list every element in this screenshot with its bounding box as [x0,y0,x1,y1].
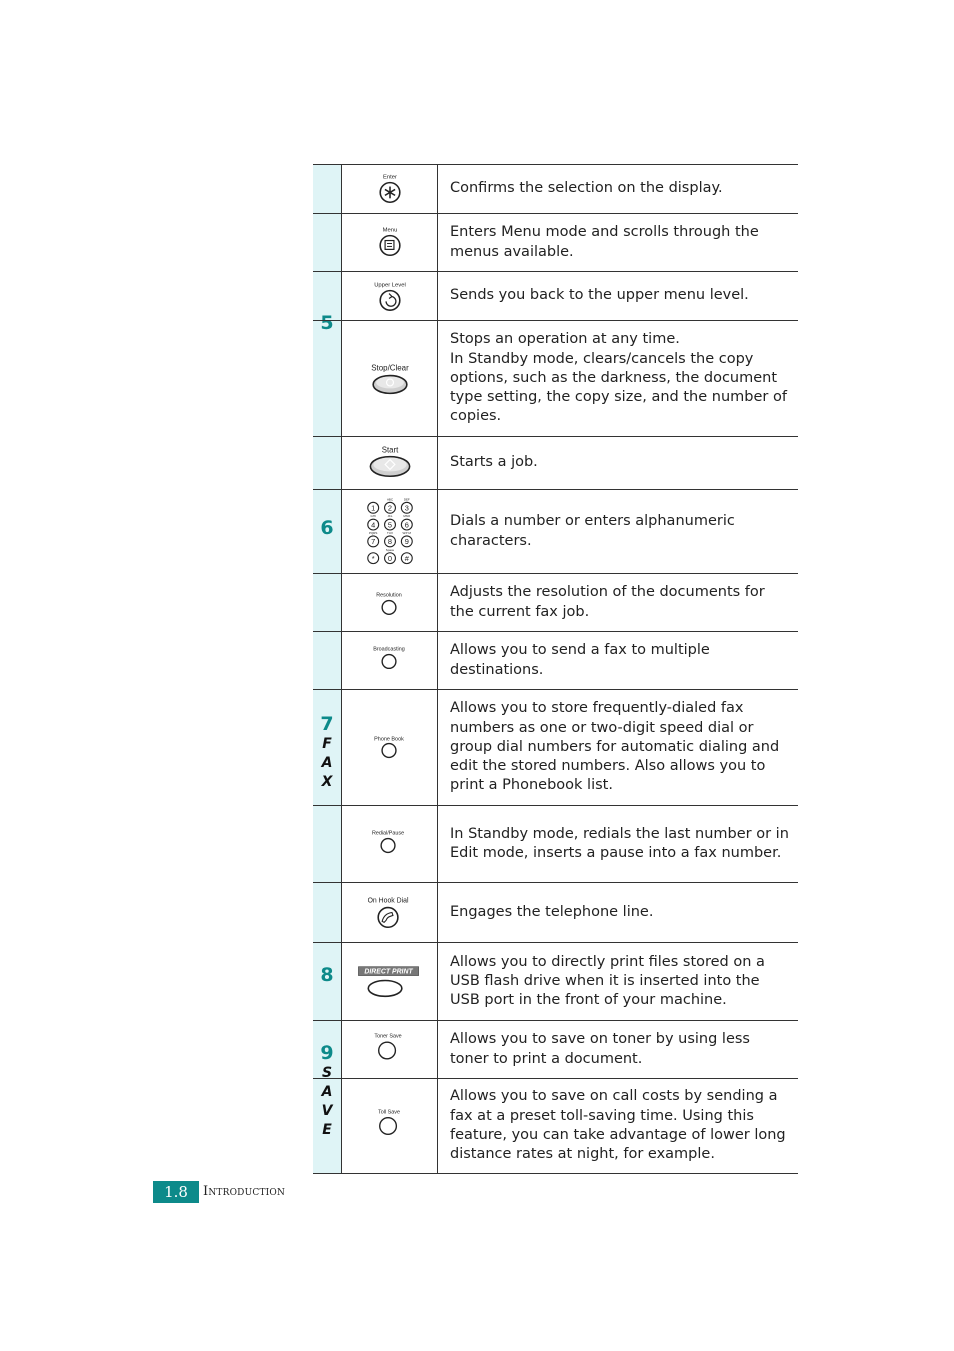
table-row [313,882,798,942]
keypad-key-number: 3 [404,503,409,513]
icon-label: Toner Save [374,1033,402,1040]
stop-clear-icon [342,321,439,436]
keypad-key-letters: MNO [403,514,411,519]
row-description: Enters Menu mode and scrolls through the menus available. [450,224,759,260]
toll-save-button-icon [342,1079,439,1173]
table-row [313,1020,798,1078]
row-description: Engages the telephone line. [450,903,654,920]
row-description: Starts a job. [450,454,538,471]
row-description: Allows you to send a fax to multiple destinations. [450,642,710,678]
phone-book-button-icon [342,690,439,805]
group-letter: V [321,1103,333,1119]
table-row [313,1078,798,1174]
table-row [313,942,798,1020]
icon-label: Redial/Pause [371,830,405,837]
menu-icon [342,214,439,271]
table-row [313,573,798,631]
keypad-key [368,514,379,530]
group-letter: S [321,1065,333,1081]
keypad-key-letters: Space [385,547,395,552]
keypad-key-number: 8 [387,537,393,547]
keypad-key-number: # [404,553,409,563]
table-row [313,164,798,213]
row-description: Stops an operation at any time. In Standby mode, clears/cancels the copy options, such as the darkness, the document type setting, the copy size, and the number of copies. [450,331,787,425]
icon-label: Phone Book [374,736,404,743]
table-row [313,489,798,573]
row-description: Allows you to save on toner by using less toner to print a document. [450,1031,750,1067]
table-row [313,271,798,320]
keypad-key [401,531,412,547]
group-number: 6 [320,517,334,539]
keypad-key-letters: ABC [386,497,394,502]
keypad-key-letters: PQRS [369,530,378,535]
icon-label: Resolution [376,592,402,599]
table-row [313,631,798,689]
icon-label: DIRECT PRINT [364,968,413,976]
keypad-key-letters: GHI [370,514,376,519]
group-number: 9 [320,1042,334,1064]
resolution-button-icon [342,574,439,631]
keypad-key-letters: WXYZ [402,530,412,535]
keypad-key-letters: JKL [387,514,393,519]
group-number: 8 [320,964,334,986]
enter-asterisk-icon [342,165,439,213]
keypad-key-number: 9 [404,537,409,547]
group-number: 5 [320,312,334,334]
keypad-key [401,514,412,530]
chapter-title: Introduction [203,1184,286,1199]
start-diamond-icon [342,437,439,489]
icon-label: Enter [383,174,398,181]
row-description: Confirms the selection on the display. [450,180,723,197]
row-description: Dials a number or enters alphanumeric characters. [450,513,735,549]
table-row [313,689,798,805]
table-row [313,805,798,882]
group-letter: A [321,755,333,771]
toner-save-button-icon [342,1021,439,1078]
group-letter: A [321,1084,333,1100]
group-letter: E [322,1122,332,1138]
page-number: 1.8 [153,1181,199,1203]
keypad-key-letters: DEF [403,497,410,502]
keypad-key [401,497,412,513]
group-letter: F [322,736,332,752]
table-row [313,436,798,489]
icon-label: Start [381,445,399,455]
keypad-key [368,553,379,564]
keypad-key-number: 4 [371,520,376,530]
row-description: In Standby mode, redials the last number or in Edit mode, inserts a pause into a fax number. [450,825,789,861]
group-number: 7 [320,713,334,735]
keypad-key-number: 6 [404,520,409,530]
row-description: Allows you to save on call costs by sending a fax at a preset toll-saving time. Using this feature, you can take advantage of lower long distance rates at night, for example. [450,1088,786,1163]
upper-level-arrow-icon [342,272,439,320]
row-description: Adjusts the resolution of the documents for the current fax job. [450,584,765,620]
redial-pause-button-icon [342,806,439,882]
keypad-key-letters: TUV [387,530,393,535]
keypad-key [385,531,396,547]
row-description: Sends you back to the upper menu level. [450,287,749,304]
row-description: Allows you to store frequently-dialed fax numbers as one or two-digit speed dial or group dial numbers for automatic dialing and edit the stored numbers. Also allows you to print a Phonebook list. [450,700,780,794]
icon-label: Stop/Clear [371,363,409,373]
keypad-key-number: 1 [371,503,376,513]
keypad-key [385,548,396,564]
keypad-key-number: * [371,553,375,563]
table-row [313,320,798,436]
direct-print-oval-icon [342,943,439,1020]
keypad-key [401,553,412,564]
row-description: Allows you to directly print files stored on a USB flash drive when it is inserted into the USB port in the front of your machine. [450,953,765,1009]
keypad-key-number: 5 [387,520,393,530]
keypad-key-number: 2 [387,503,393,513]
icon-label: Menu [382,227,398,234]
icon-label: Upper Level [374,282,406,289]
keypad-key-number: 0 [387,553,393,563]
table-row [313,213,798,271]
keypad-key [385,497,396,513]
number-keypad-icon [342,490,439,573]
icon-label: Toll Save [378,1109,400,1116]
broadcasting-button-icon [342,632,439,689]
keypad-key [385,514,396,530]
handset-icon [342,883,439,942]
group-letter: X [321,774,333,790]
icon-label: Broadcasting [373,646,405,653]
keypad-key [368,502,379,513]
keypad-key-number: 7 [371,537,376,547]
icon-label: On Hook Dial [367,897,409,905]
keypad-key [368,531,379,547]
